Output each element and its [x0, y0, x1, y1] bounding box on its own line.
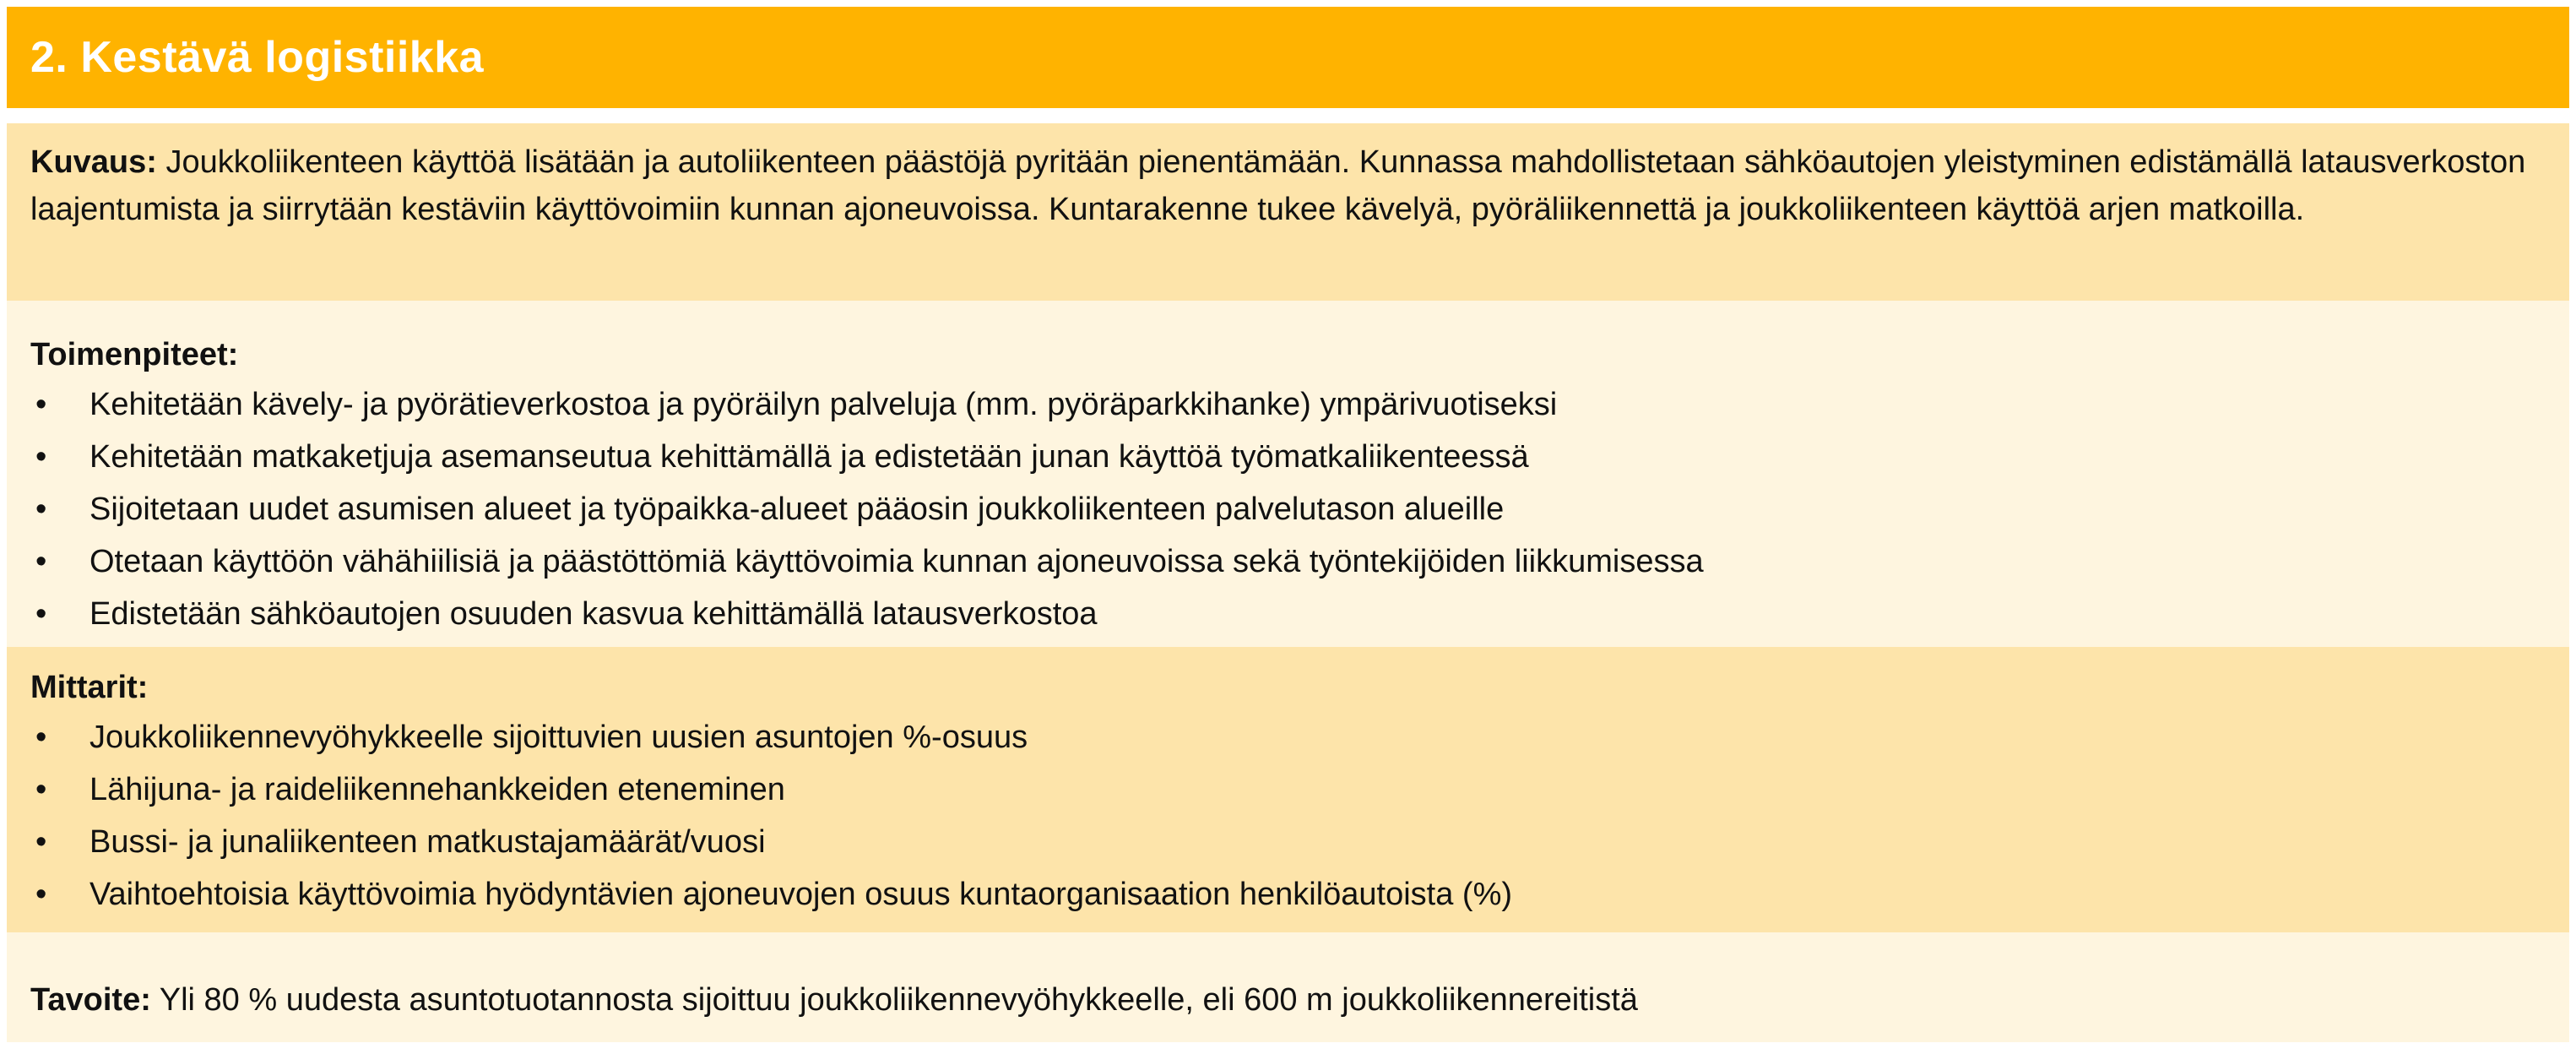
kuvaus-label: Kuvaus: [30, 144, 157, 180]
bullet-icon: • [35, 720, 47, 755]
bullet-icon: • [35, 387, 47, 422]
kuvaus-paragraph [30, 139, 2546, 233]
list-item-text: Edistetään sähköautojen osuuden kasvua kehittämällä latausverkostoa [89, 596, 1098, 632]
list-item [30, 431, 2546, 483]
list-item [30, 868, 2546, 921]
tavoite-text: Yli 80 % uudesta asuntotuotannosta sijoittuu joukkoliikennevyöhykkeelle, eli 600 m joukkoliikennereitistä [150, 982, 1638, 1018]
bullet-icon: • [35, 772, 47, 807]
list-item [30, 711, 2546, 763]
list-item-text: Bussi- ja junaliikenteen matkustajamäärät/vuosi [89, 824, 766, 860]
list-item-text: Vaihtoehtoisia käyttövoimia hyödyntävien ajoneuvojen osuus kuntaorganisaation henkilöautoista (%) [89, 877, 1513, 912]
list-item-text: Kehitetään kävely- ja pyörätieverkostoa ja pyöräilyn palveluja (mm. pyöräparkkihanke) ympärivuotiseksi [89, 387, 1558, 422]
mittarit-heading: Mittarit: [30, 670, 149, 705]
list-item-text: Kehitetään matkaketjuja asemanseutua kehittämällä ja edistetään junan käyttöä työmatkaliikenteessä [89, 439, 1529, 475]
list-item-text: Otetaan käyttöön vähähiilisiä ja päästöttömiä käyttövoimia kunnan ajoneuvoissa sekä työntekijöiden liikkumisessa [89, 544, 1704, 579]
list-item [30, 535, 2546, 588]
title-bar [7, 7, 2569, 108]
kuvaus-section [7, 123, 2569, 301]
list-item [30, 588, 2546, 640]
list-item-text: Lähijuna- ja raideliikennehankkeiden eteneminen [89, 772, 785, 807]
tavoite-paragraph [30, 976, 2546, 1024]
toimenpiteet-list [30, 378, 2546, 640]
list-item [30, 378, 2546, 431]
mittarit-list [30, 711, 2546, 921]
page-title: 2. Kestävä logistiikka [30, 33, 485, 82]
bullet-icon: • [35, 492, 47, 527]
bullet-icon: • [35, 877, 47, 912]
list-item-text: Joukkoliikennevyöhykkeelle sijoittuvien uusien asuntojen %-osuus [89, 720, 1028, 755]
toimenpiteet-section [7, 301, 2569, 647]
bullet-icon: • [35, 824, 47, 860]
bullet-icon: • [35, 544, 47, 579]
list-item [30, 763, 2546, 816]
tavoite-section [7, 932, 2569, 1042]
bullet-icon: • [35, 439, 47, 475]
list-item-text: Sijoitetaan uudet asumisen alueet ja työpaikka-alueet pääosin joukkoliikenteen palvelutason alueille [89, 492, 1505, 527]
mittarit-section [7, 647, 2569, 932]
list-item [30, 483, 2546, 535]
bullet-icon: • [35, 596, 47, 632]
kuvaus-text: Joukkoliikenteen käyttöä lisätään ja autoliikenteen päästöjä pyritään pienentämään. Kunnassa mahdollistetaan sähköautojen yleistyminen edistämällä latausverkoston laajentumista ja siirrytään kestäviin käyttövoimiin kunnan ajoneuvoissa. Kuntarakenne tukee kävelyä, pyöräliikennettä ja joukkoliikenteen käyttöä arjen matkoilla. [30, 144, 2526, 227]
tavoite-label: Tavoite: [30, 982, 151, 1018]
list-item [30, 816, 2546, 868]
toimenpiteet-heading: Toimenpiteet: [30, 337, 239, 372]
